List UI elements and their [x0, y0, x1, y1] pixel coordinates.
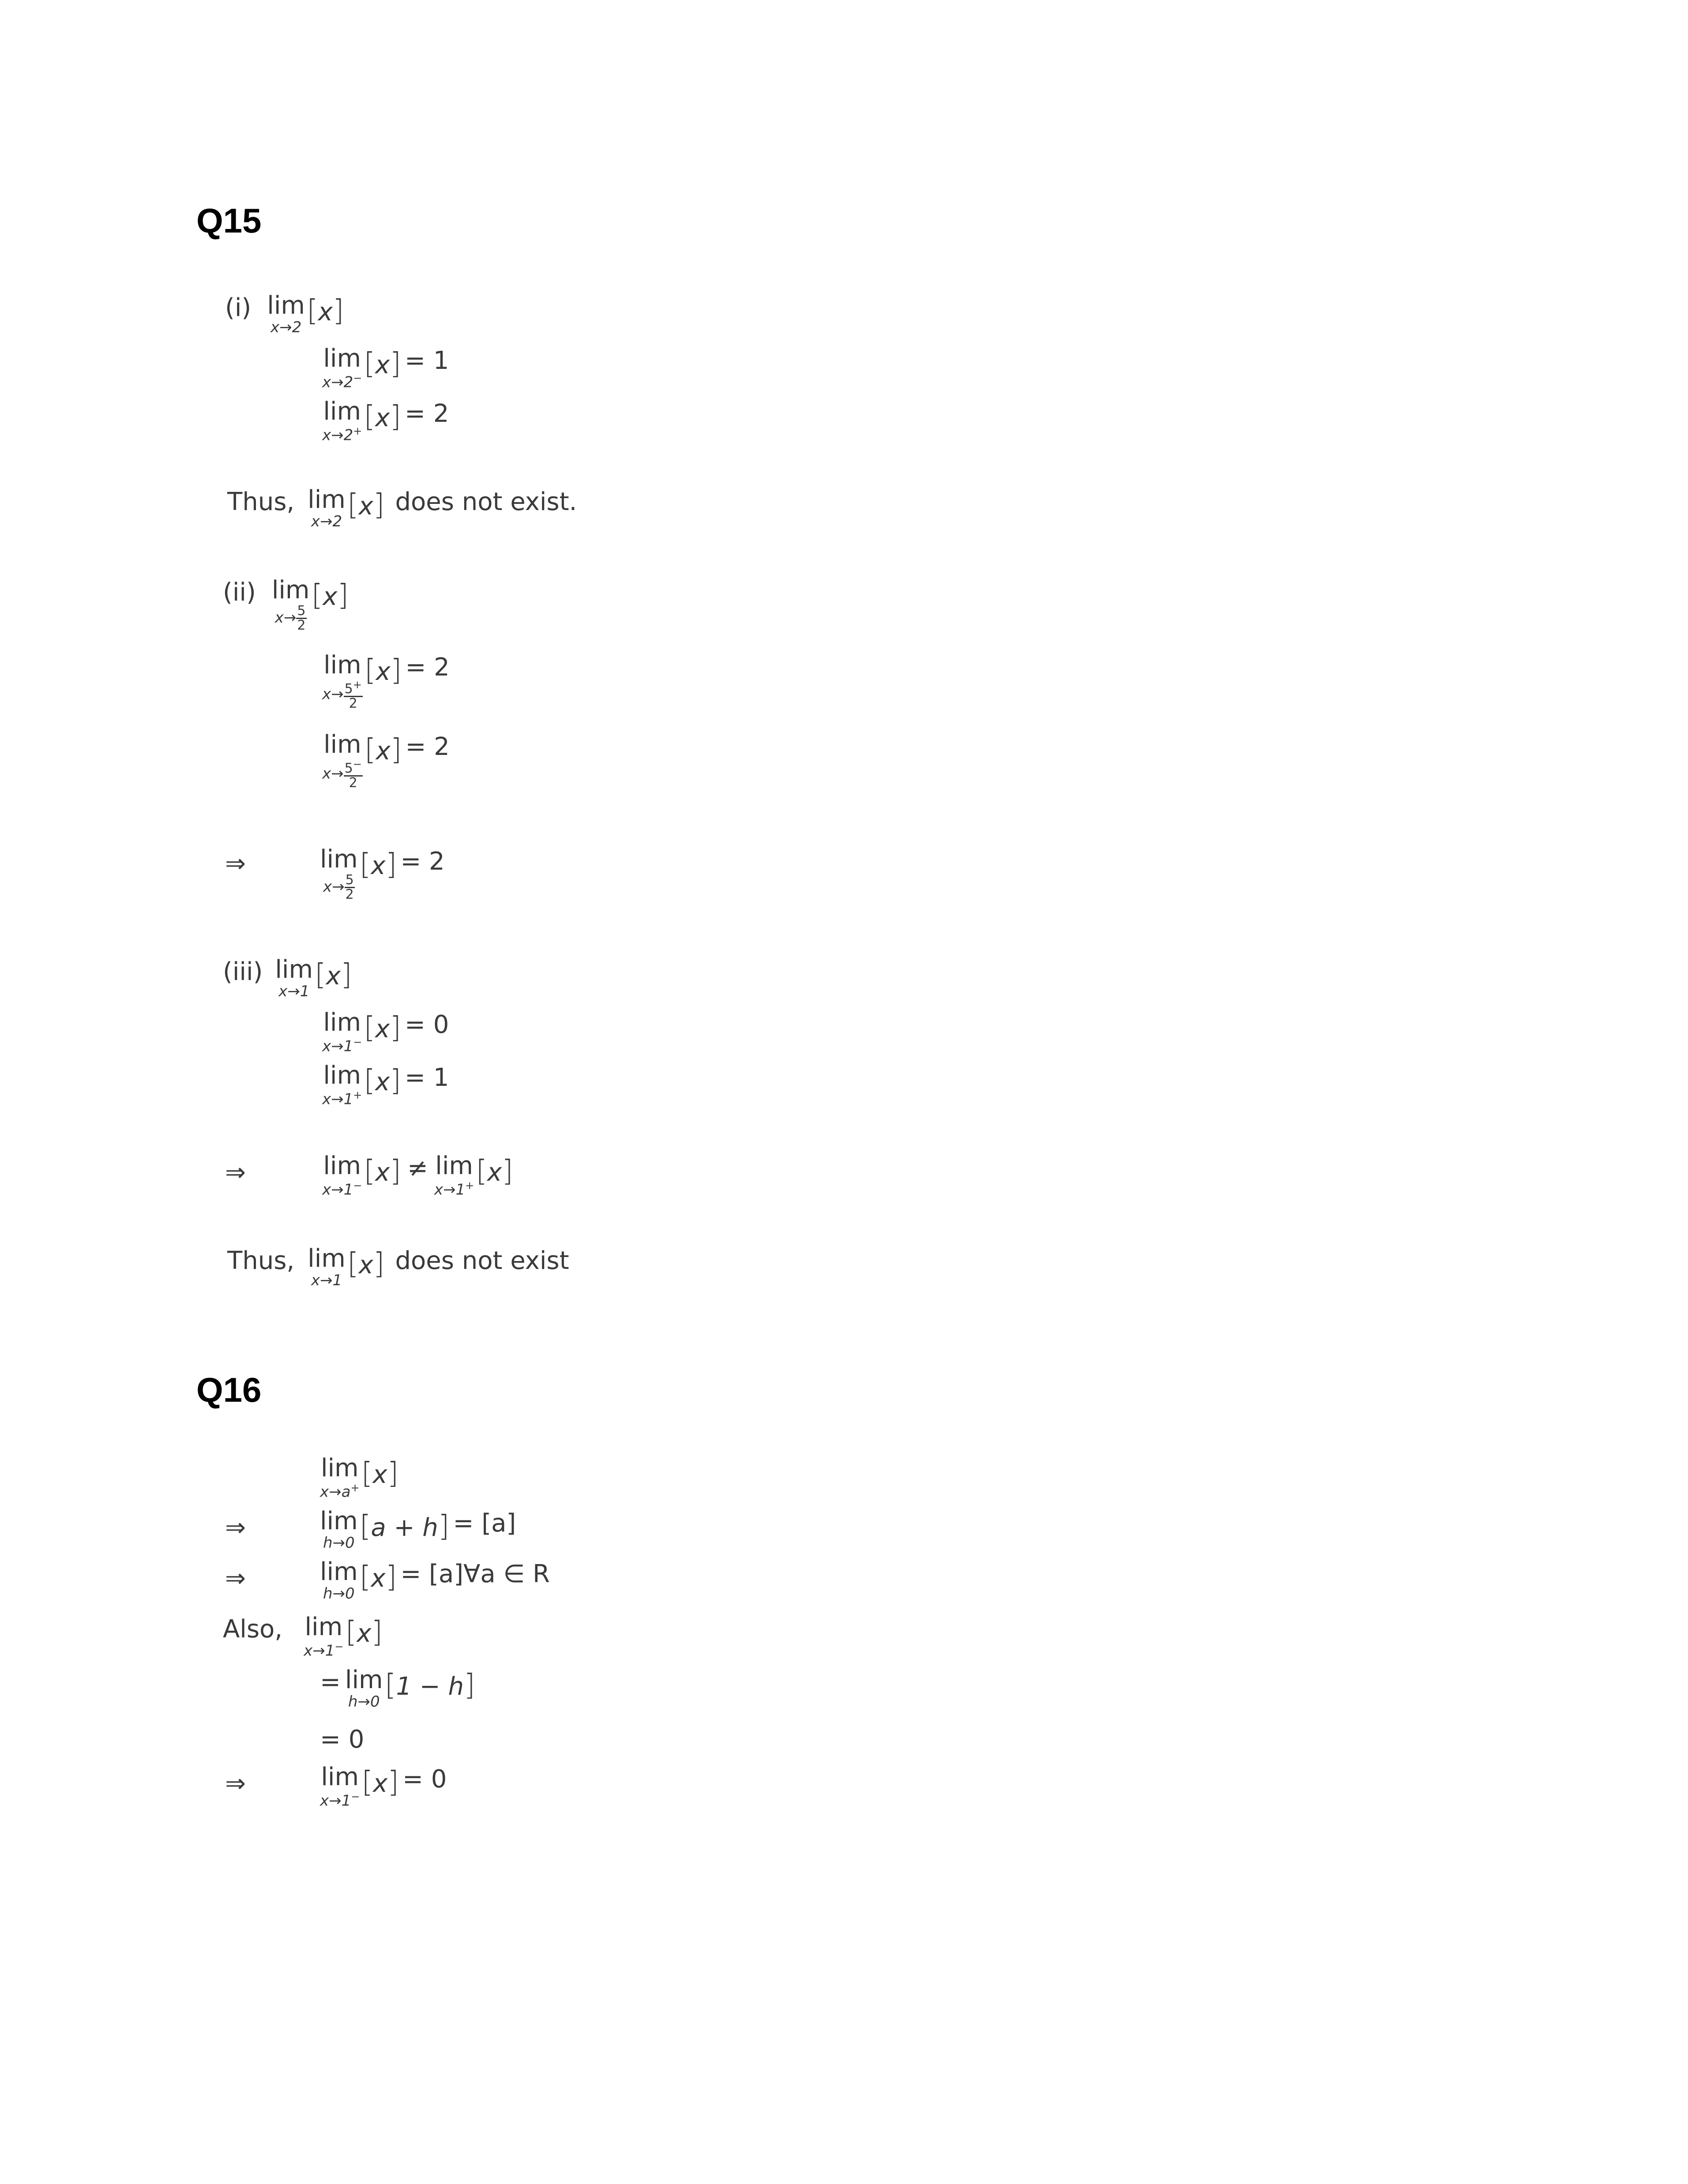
q15-ii-conclusion: lim x→ $\frac{5}{2}$ [x] = 2 [320, 845, 445, 902]
implies-arrow: ⇒ [225, 849, 246, 878]
q15-i-left-limit: lim x→2− [x] = 1 [322, 344, 449, 391]
floor-x: [x] [306, 293, 344, 327]
q15-iii-right-limit: lim x→1+ [x] = 1 [322, 1061, 449, 1108]
q16-line-4: Also, lim x→1− [x] [223, 1613, 383, 1660]
q16-line-6: = 0 [320, 1725, 365, 1754]
q16-line-7: lim x→1− [x] = 0 [320, 1763, 447, 1810]
q15-ii-heading: (ii) lim x→ $\frac{5}{2}$ [x] [223, 576, 349, 633]
q16-line-3: lim h→0 [x] = [a]∀a ∈ R [320, 1557, 550, 1602]
q16-title: Q16 [196, 1370, 262, 1409]
implies-arrow: ⇒ [225, 1564, 246, 1593]
q15-title: Q15 [196, 201, 262, 240]
q15-i-conclusion: Thus, lim x→2 [x] does not exist. [227, 485, 577, 530]
q16-line-1: lim x→a+ [x] [320, 1454, 399, 1501]
q15-iii-conclusion: Thus, lim x→1 [x] does not exist [227, 1244, 569, 1289]
q15-i-label: (i) [225, 293, 252, 322]
q15-iii-left-limit: lim x→1− [x] = 0 [322, 1008, 449, 1055]
q15-i-heading [225, 293, 344, 335]
q15-iii-heading: (iii) lim x→1 [x] [223, 955, 352, 1000]
q15-ii-left-limit: lim x→ $\frac{5^-}{2}$ [x] = 2 [322, 730, 450, 791]
q16-line-5: = lim h→0 [1 − h] [320, 1666, 475, 1711]
implies-arrow: ⇒ [225, 1513, 246, 1542]
q15-i-right-limit: lim x→2+ [x] = 2 [322, 397, 449, 444]
implies-arrow: ⇒ [225, 1158, 246, 1187]
q15-ii-right-limit: lim x→ $\frac{5^+}{2}$ [x] = 2 [322, 651, 450, 711]
lim-operator: lim x→2 [267, 291, 305, 336]
q16-line-2: lim h→0 [a + h] = [a] [320, 1507, 516, 1552]
q15-iii-inequality: lim x→1− [x] ≠ lim x→1+ [x] [322, 1152, 513, 1199]
implies-arrow: ⇒ [225, 1769, 246, 1798]
